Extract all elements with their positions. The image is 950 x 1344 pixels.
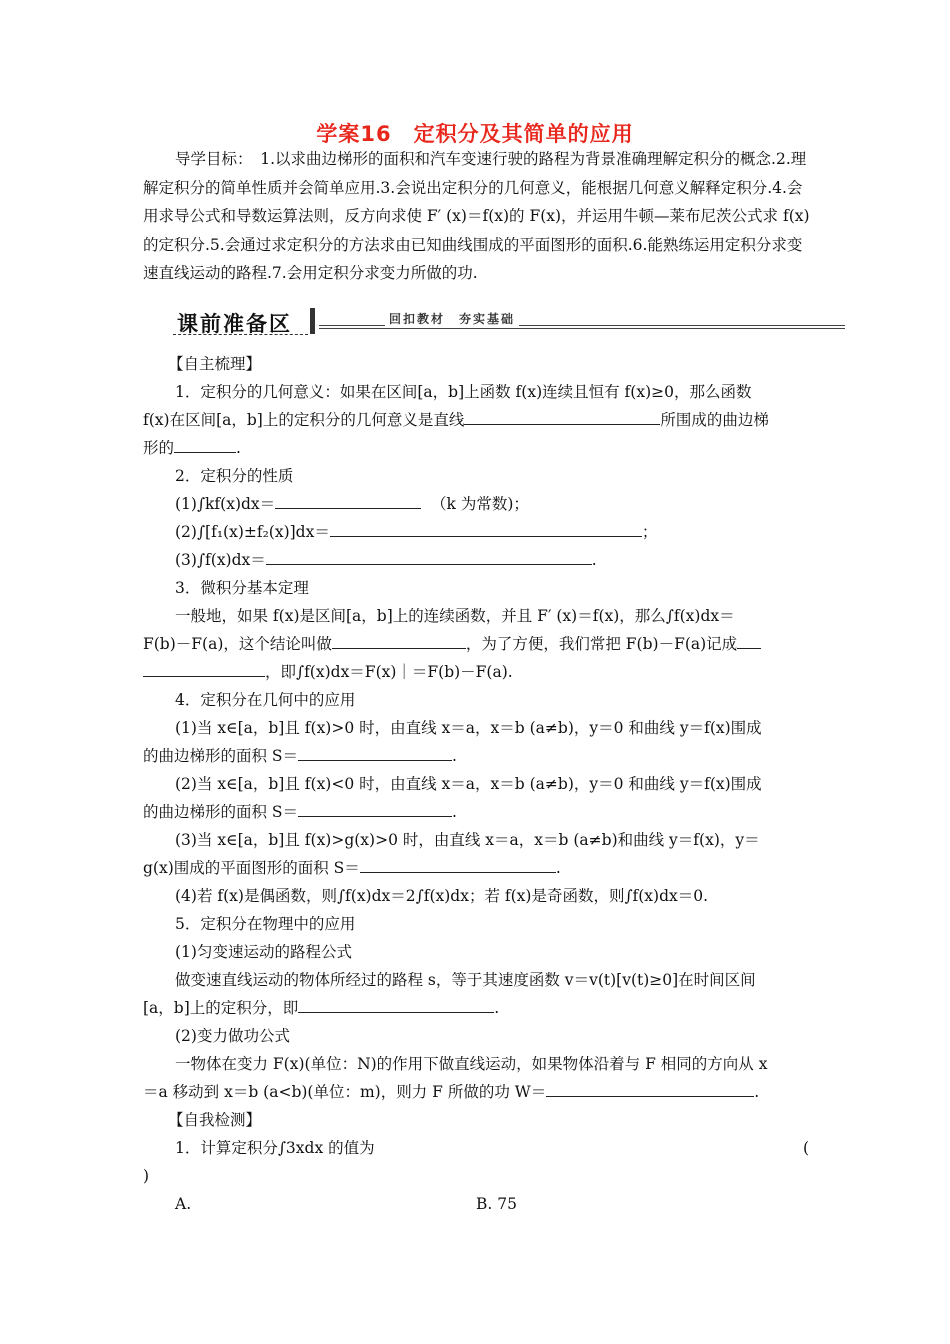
self-study-heading: 【自主梳理】	[168, 355, 262, 373]
item-1-line-2	[143, 406, 811, 434]
answer-blank	[546, 1078, 754, 1097]
section-subtitle: 回扣教材 夯实基础	[385, 310, 519, 327]
text: ，为了方便，我们常把 F(b)－F(a)记成	[465, 635, 738, 653]
answer-blank	[298, 742, 452, 761]
item-5-2-heading: (2)变力做功公式	[175, 1027, 290, 1045]
item-3-line-2	[143, 630, 811, 658]
answer-blank	[332, 630, 466, 649]
item-5-heading: 5．定积分在物理中的应用	[175, 915, 356, 933]
item-4-1-line-1: (1)当 x∈[a，b]且 f(x)>0 时，由直线 x＝a，x＝b (a≠b)，y＝0 和曲线 y＝f(x)围成	[175, 719, 762, 737]
learning-objectives: 导学目标： 1.以求曲边梯形的面积和汽车变速行驶的路程为背景准确理解定积分的概念.2.理解定积分的简单性质并会简单应用.3.会说出定积分的几何意义，能根据几何意义解释定积分.4.会用求导公式和导数运算法则，反方向求使 F′ (x)＝f(x)的 F(x)，并运用牛顿—莱布尼茨公式求 f(x)的定积分.5.会通过求定积分的方法求由已知曲线围成的平面图形的面积.6.能熟练运用定积分求变速直线运动的路程.7.会用定积分求变力所做的功.	[143, 150, 810, 282]
text: 的曲边梯形的面积 S＝	[143, 803, 299, 821]
answer-blank	[464, 406, 660, 425]
item-5-1-line-1: 做变速直线运动的物体所经过的路程 s，等于其速度函数 v＝v(t)[v(t)≥0]在时间区间	[175, 971, 756, 989]
text: (3)∫f(x)dx＝	[175, 551, 266, 569]
text: f(x)在区间[a，b]上的定积分的几何意义是直线	[143, 411, 465, 429]
answer-paren-open: (	[803, 1139, 810, 1157]
text: .	[591, 551, 597, 569]
item-2-3	[175, 546, 811, 574]
text: 所围成的曲边梯	[660, 411, 769, 429]
text: (2)∫[f₁(x)±f₂(x)]dx＝	[175, 523, 330, 541]
item-4-3-line-1: (3)当 x∈[a，b]且 f(x)>g(x)>0 时，由直线 x＝a，x＝b (a≠b)和曲线 y＝f(x)，y＝	[175, 831, 760, 849]
text: g(x)围成的平面图形的面积 S＝	[143, 859, 360, 877]
text: .	[555, 859, 561, 877]
item-4-3-line-2	[143, 854, 811, 882]
section-rule	[319, 328, 845, 329]
item-5-2-line-1: 一物体在变力 F(x)(单位：N)的作用下做直线运动，如果物体沿着与 F 相同的方向从 x	[175, 1055, 768, 1073]
answer-blank	[174, 434, 236, 453]
item-5-1-line-2	[143, 994, 811, 1022]
page-title: 学案16 定积分及其简单的应用	[316, 122, 634, 146]
item-1-line-1: 1．定积分的几何意义：如果在区间[a，b]上函数 f(x)连续且恒有 f(x)≥0，那么函数	[175, 383, 752, 401]
item-4-4: (4)若 f(x)是偶函数，则∫f(x)dx＝2∫f(x)dx；若 f(x)是奇函数，则∫f(x)dx＝0.	[175, 887, 709, 905]
self-test-heading: 【自我检测】	[168, 1111, 262, 1129]
answer-blank	[330, 518, 642, 537]
text: .	[494, 999, 500, 1017]
item-5-2-line-2	[143, 1078, 811, 1106]
text: F(b)－F(a)，这个结论叫做	[143, 635, 332, 653]
item-4-2-line-2	[143, 798, 811, 826]
text: .	[452, 803, 457, 821]
text: ；	[641, 523, 658, 541]
text: ，即∫f(x)dx＝F(x)｜＝F(b)－F(a).	[265, 663, 513, 681]
answer-paren-close: )	[143, 1167, 150, 1185]
text: .	[236, 439, 241, 457]
answer-blank	[143, 658, 265, 677]
answer-blank	[275, 490, 421, 509]
section-divider	[310, 308, 315, 334]
text: ＝a 移动到 x＝b (a<b)(单位：m)，则力 F 所做的功 W＝	[143, 1083, 547, 1101]
answer-blank	[298, 994, 494, 1013]
section-title: 课前准备区	[177, 312, 292, 336]
item-3-line-1: 一般地，如果 f(x)是区间[a，b]上的连续函数，并且 F′ (x)＝f(x)，那么∫f(x)dx＝	[175, 607, 735, 625]
item-3-line-3	[143, 658, 811, 686]
item-4-1-line-2	[143, 742, 811, 770]
answer-blank	[298, 798, 452, 817]
section-header	[173, 306, 845, 336]
text: .	[754, 1083, 760, 1101]
answer-blank	[360, 854, 556, 873]
text: (1)∫kf(x)dx＝	[175, 495, 276, 513]
text: 的曲边梯形的面积 S＝	[143, 747, 299, 765]
item-4-2-line-1: (2)当 x∈[a，b]且 f(x)<0 时，由直线 x＝a，x＝b (a≠b)，y＝0 和曲线 y＝f(x)围成	[175, 775, 762, 793]
item-5-1-heading: (1)匀变速运动的路程公式	[175, 943, 352, 961]
item-2-2	[175, 518, 811, 546]
item-2-heading: 2．定积分的性质	[175, 467, 294, 485]
text: 形的	[143, 439, 175, 457]
item-2-1	[175, 490, 811, 518]
option-b: B. 75	[476, 1195, 517, 1213]
item-3-heading: 3．微积分基本定理	[175, 579, 309, 597]
section-underline	[173, 334, 308, 335]
answer-blank	[737, 630, 761, 649]
item-4-heading: 4．定积分在几何中的应用	[175, 691, 356, 709]
item-1-line-3	[143, 434, 811, 462]
question-1: 1．计算定积分∫3xdx 的值为	[175, 1139, 375, 1157]
answer-blank	[266, 546, 592, 565]
text: .	[452, 747, 457, 765]
text: （k 为常数)；	[431, 495, 529, 513]
option-a: A.	[175, 1195, 192, 1213]
text: [a，b]上的定积分，即	[143, 999, 299, 1017]
